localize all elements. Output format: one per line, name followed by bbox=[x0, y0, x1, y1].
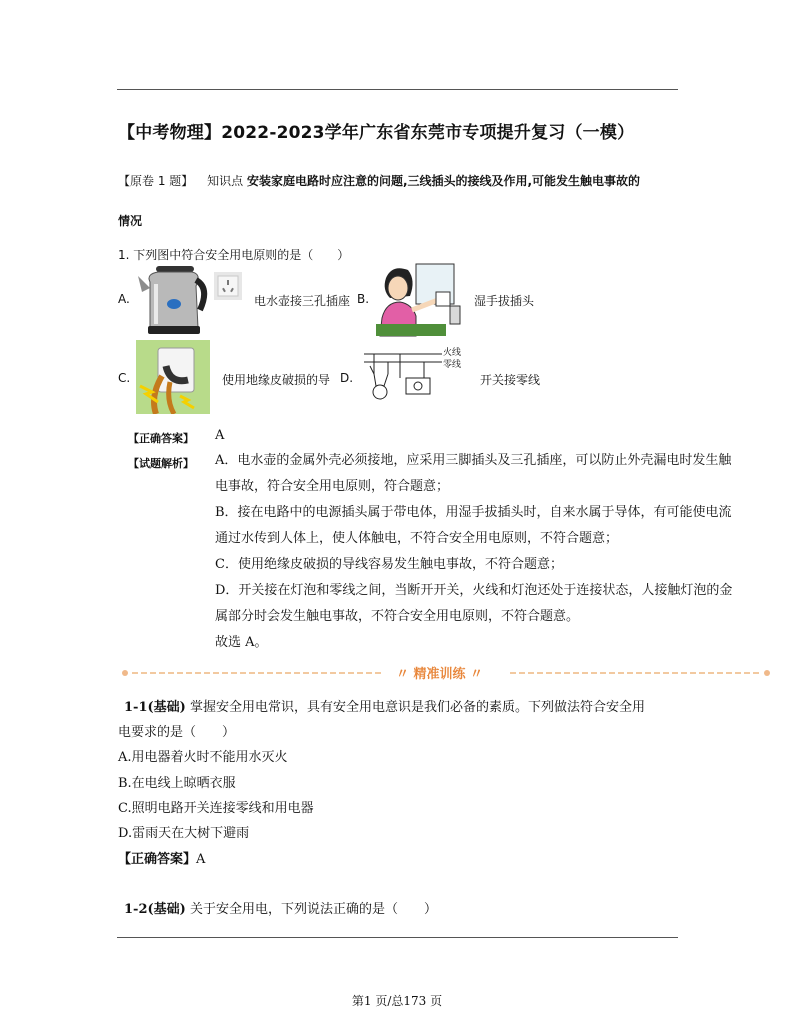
analysis-line: 属部分时会发生触电事故，不符合安全用电原则，不符合题意。 bbox=[215, 609, 580, 624]
practice-1-1-option-c: C.照明电路开关连接零线和用电器 bbox=[118, 801, 314, 816]
socket-image bbox=[214, 272, 242, 300]
wet-hand-image bbox=[376, 262, 468, 338]
answer-value: A bbox=[215, 428, 225, 443]
practice-1-1-stem-cont: 电要求的是（ ） bbox=[118, 725, 236, 740]
source-line bbox=[118, 172, 640, 189]
practice-1-1-stem: 掌握安全用电常识，具有安全用电意识是我们必备的素质。下列做法符合安全用 bbox=[189, 700, 645, 715]
option-c-text: 使用地缘皮破损的导 bbox=[222, 373, 331, 387]
knowledge-point-text: 安装家庭电路时应注意的问题,三线插头的接线及作用,可能发生触电事故的 bbox=[246, 174, 641, 188]
divider-dot-left bbox=[122, 670, 128, 676]
option-d-text: 开关接零线 bbox=[480, 373, 541, 387]
analysis-line: D．开关接在灯泡和零线之间，当断开开关，火线和灯泡还处于连接状态，人接触灯泡的金 bbox=[215, 583, 733, 598]
answer-label: 【正确答案】 bbox=[128, 432, 194, 445]
option-c-letter: C. bbox=[118, 371, 131, 385]
neutral-wire-label: 零线 bbox=[443, 360, 462, 370]
practice-1-1-answer bbox=[118, 848, 205, 867]
practice-1-1-option-b: B.在电线上晾晒衣服 bbox=[118, 776, 236, 791]
practice-1-2-stem: 关于安全用电，下列说法正确的是（ ） bbox=[189, 902, 437, 917]
analysis-line: C．使用绝缘皮破损的导线容易发生触电事故，不符合题意； bbox=[215, 557, 563, 572]
option-a-text: 电水壶接三孔插座 bbox=[254, 294, 351, 308]
bottom-rule bbox=[117, 937, 678, 938]
option-d-letter: D. bbox=[340, 371, 354, 385]
practice-1-1-answer-label: 【正确答案】 bbox=[118, 852, 197, 867]
practice-1-2-level: (基础) bbox=[147, 902, 186, 917]
practice-1-1-number: 1-1 bbox=[124, 700, 148, 715]
practice-1-1-option-a: A.用电器着火时不能用水灭火 bbox=[118, 750, 288, 765]
knowledge-point-label: 知识点 bbox=[207, 174, 244, 188]
live-wire-label: 火线 bbox=[443, 348, 462, 358]
practice-1-2-number: 1-2 bbox=[124, 902, 148, 917]
question-1-stem: 1. 下列图中符合安全用电原则的是（ ） bbox=[118, 248, 350, 262]
practice-1-1-option-d: D.雷雨天在大树下避雨 bbox=[118, 826, 250, 841]
practice-1-1-line1 bbox=[124, 696, 645, 715]
practice-1-2-line bbox=[124, 898, 437, 917]
analysis-line: 故选 A。 bbox=[215, 635, 268, 650]
knowledge-point-text-cont: 情况 bbox=[118, 214, 143, 228]
page-title: 【中考物理】2022-2023学年广东省东莞市专项提升复习（一模） bbox=[118, 123, 635, 143]
analysis-line: B．接在电路中的电源插头属于带电体，用湿手拔插头时，自来水属于导体，有可能使电流 bbox=[215, 505, 732, 520]
divider-dot-right bbox=[764, 670, 770, 676]
analysis-label: 【试题解析】 bbox=[128, 457, 194, 470]
top-rule bbox=[117, 89, 678, 90]
practice-1-1-level: (基础) bbox=[147, 700, 186, 715]
page-footer: 第1 页/总173 页 bbox=[351, 994, 443, 1008]
practice-1-1-answer-value: A bbox=[196, 852, 206, 867]
option-b-letter: B. bbox=[357, 292, 370, 306]
analysis-body bbox=[215, 448, 732, 656]
source-tag: 【原卷 1 题】 bbox=[118, 174, 194, 188]
damaged-wire-image bbox=[136, 340, 210, 414]
option-a-letter: A. bbox=[118, 292, 130, 306]
divider-line-right bbox=[510, 672, 760, 674]
divider-line-left bbox=[132, 672, 382, 674]
analysis-line: 电事故，符合安全用电原则，符合题意； bbox=[215, 479, 450, 494]
section-divider-label: 〃 精准训练 〃 bbox=[390, 663, 489, 682]
kettle-image bbox=[136, 262, 210, 338]
option-b-text: 湿手拔插头 bbox=[474, 294, 535, 308]
analysis-line: 通过水传到人体上，使人体触电，不符合安全用电原则，不符合题意； bbox=[215, 531, 619, 546]
analysis-line: A．电水壶的金属外壳必须接地，应采用三脚插头及三孔插座，可以防止外壳漏电时发生触 bbox=[215, 453, 732, 468]
